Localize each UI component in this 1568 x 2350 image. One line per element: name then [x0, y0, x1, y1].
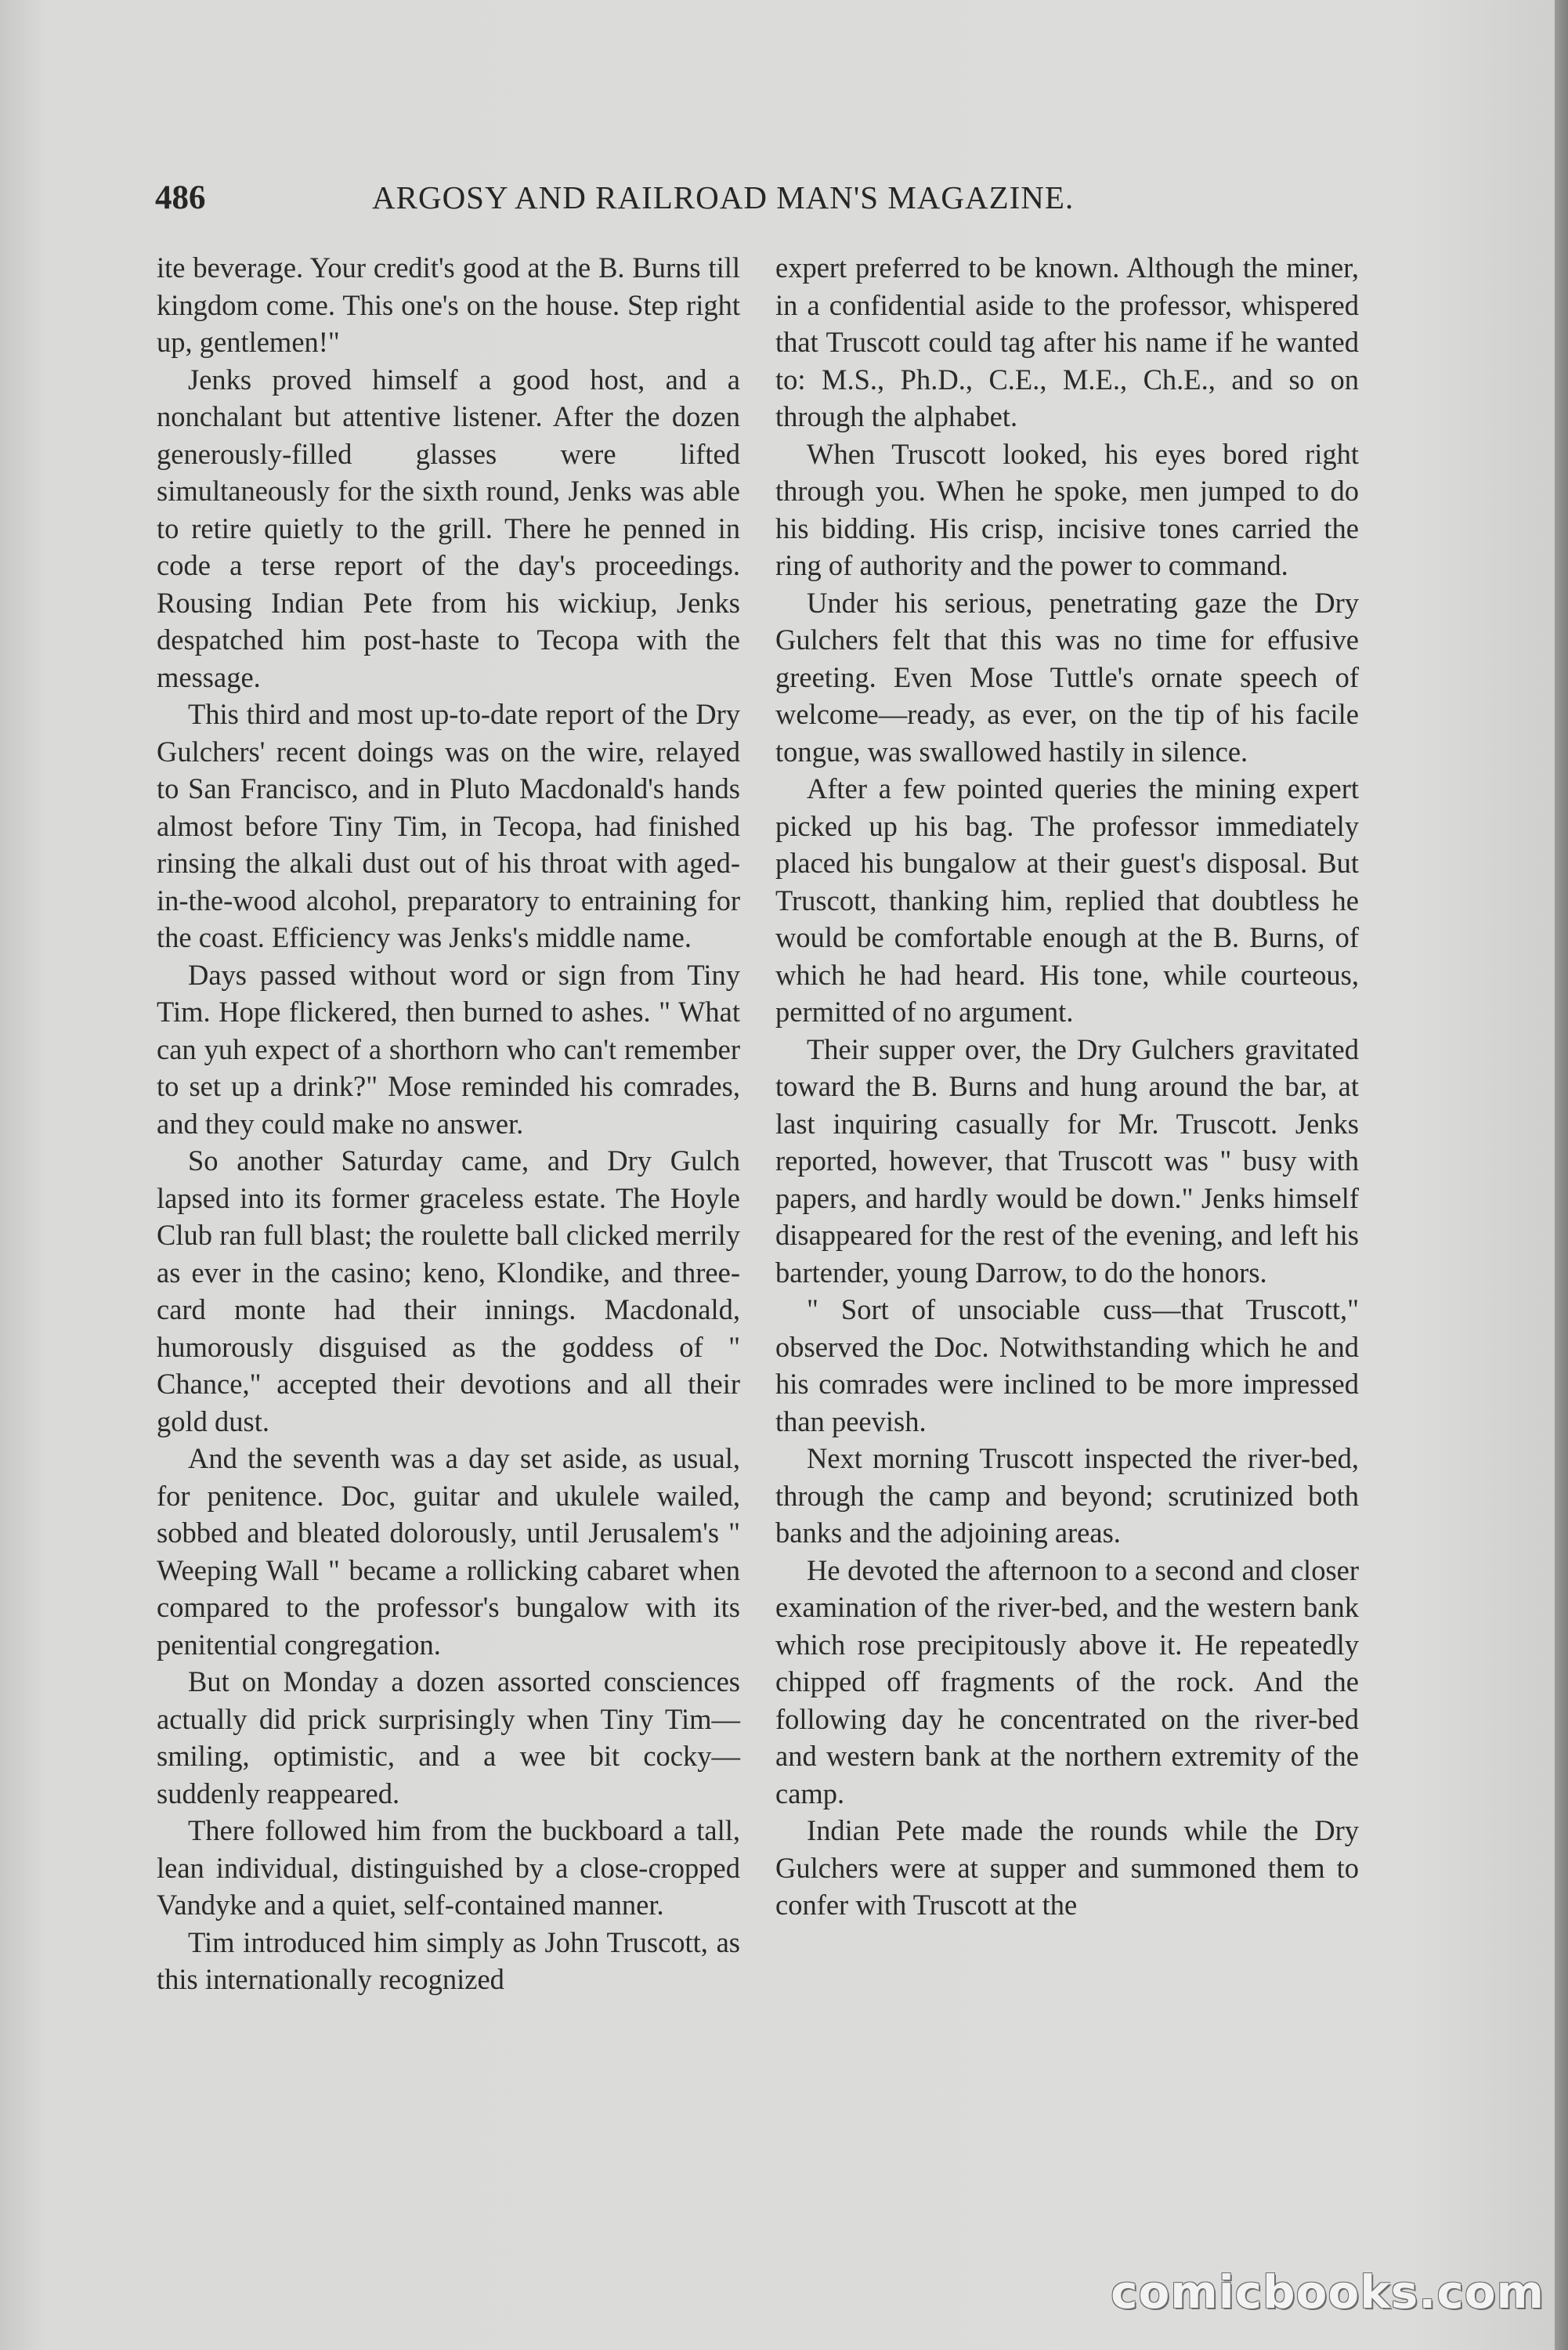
paragraph: After a few pointed queries the mining expert picked up his bag. The professor immediately placed his bungalow at their guest's disposal. But Truscott, thanking him, replied that doubtless he would be comfortable enough at the B. Burns, of which he had heard. His tone, while courteous, permitted of no argument.: [775, 772, 1359, 1028]
page-edge: [1555, 0, 1568, 2350]
paragraph: Jenks proved himself a good host, and a nonchalant but attentive listener. After the dozen generously-filled glasses were lifted simultaneously for the sixth round, Jenks was able to retire quietly to the grill. There he penned in code a terse report of the day's proceedings. Rousing Indian Pete from his wickiup, Jenks despatched him post-haste to Tecopa with the message.: [157, 363, 740, 693]
left-column: [157, 249, 740, 1998]
paragraph: Indian Pete made the rounds while the Dry Gulchers were at supper and summoned them to confer with Truscott at the: [775, 1814, 1359, 1921]
paragraph: This third and most up-to-date report of the Dry Gulchers' recent doings was on the wire, relayed to San Francisco, and in Pluto Macdonald's hands almost before Tiny Tim, in Tecopa, had finished rinsing the alkali dust out of his throat with aged-in-the-wood alcohol, preparatory to entraining for the coast. Efficiency was Jenks's middle name.: [157, 698, 740, 953]
running-head: ARGOSY AND RAILROAD MAN'S MAGAZINE.: [372, 179, 1075, 215]
paragraph: Their supper over, the Dry Gulchers gravitated toward the B. Burns and hung around the bar, at last inquiring casually for Mr. Truscott. Jenks reported, however, that Truscott was " busy with papers, and hardly would be down." Jenks himself disappeared for the rest of the evening, and left his bartender, young Darrow, to do the honors.: [775, 1032, 1359, 1289]
page-header: [149, 179, 1371, 226]
paragraph: So another Saturday came, and Dry Gulch lapsed into its former graceless estate. The Hoyle Club ran full blast; the roulette ball clicked merrily as ever in the casino; keno, Klondike, and three-card monte had their innings. Macdonald, humorously disguised as the goddess of " Chance," accepted their devotions and all their gold dust.: [157, 1144, 740, 1437]
right-column: [775, 249, 1359, 1924]
paragraph: expert preferred to be known. Although the miner, in a confidential aside to the professor, whispered that Truscott could tag after his name if he wanted to: M.S., Ph.D., C.E., M.E., Ch.E., and so on through the alphabet.: [775, 251, 1359, 432]
paragraph: ite beverage. Your credit's good at the B. Burns till kingdom come. This one's on the house. Step right up, gentlemen!": [157, 251, 740, 358]
paragraph: Tim introduced him simply as John Truscott, as this internationally recognized: [157, 1925, 740, 1995]
paragraph: When Truscott looked, his eyes bored right through you. When he spoke, men jumped to do his bidding. His crisp, incisive tones carried the ring of authority and the power to command.: [775, 437, 1359, 581]
paragraph: And the seventh was a day set aside, as usual, for penitence. Doc, guitar and ukulele wailed, sobbed and bleated dolorously, until Jerusalem's " Weeping Wall " became a rollicking cabaret when compared to the professor's bungalow with its penitential congregation.: [157, 1442, 740, 1661]
paragraph: Under his serious, penetrating gaze the Dry Gulchers felt that this was no time for effusive greeting. Even Mose Tuttle's ornate speech of welcome—ready, as ever, on the tip of his facile tongue, was swallowed hastily in silence.: [775, 586, 1359, 768]
page-number: 486: [155, 179, 206, 216]
paragraph: " Sort of unsociable cuss—that Truscott," observed the Doc. Notwithstanding which he and his comrades were inclined to be more impressed than peevish.: [775, 1293, 1359, 1437]
paragraph: Days passed without word or sign from Tiny Tim. Hope flickered, then burned to ashes. " What can yuh expect of a shorthorn who can't remember to set up a drink?" Mose reminded his comrades, and they could make no answer.: [157, 958, 740, 1140]
paragraph: There followed him from the buckboard a tall, lean individual, distinguished by a close-cropped Vandyke and a quiet, self-contained manner.: [157, 1814, 740, 1921]
paragraph: Next morning Truscott inspected the river-bed, through the camp and beyond; scrutinized both banks and the adjoining areas.: [775, 1442, 1359, 1549]
watermark: comicbooks.com: [1111, 2265, 1545, 2319]
paragraph: But on Monday a dozen assorted consciences actually did prick surprisingly when Tiny Tim—smiling, optimistic, and a wee bit cocky—suddenly reappeared.: [157, 1665, 740, 1810]
paragraph: He devoted the afternoon to a second and closer examination of the river-bed, and the western bank which rose precipitously above it. He repeatedly chipped off fragments of the rock. And the following day he concentrated on the river-bed and western bank at the northern extremity of the camp.: [775, 1553, 1359, 1810]
